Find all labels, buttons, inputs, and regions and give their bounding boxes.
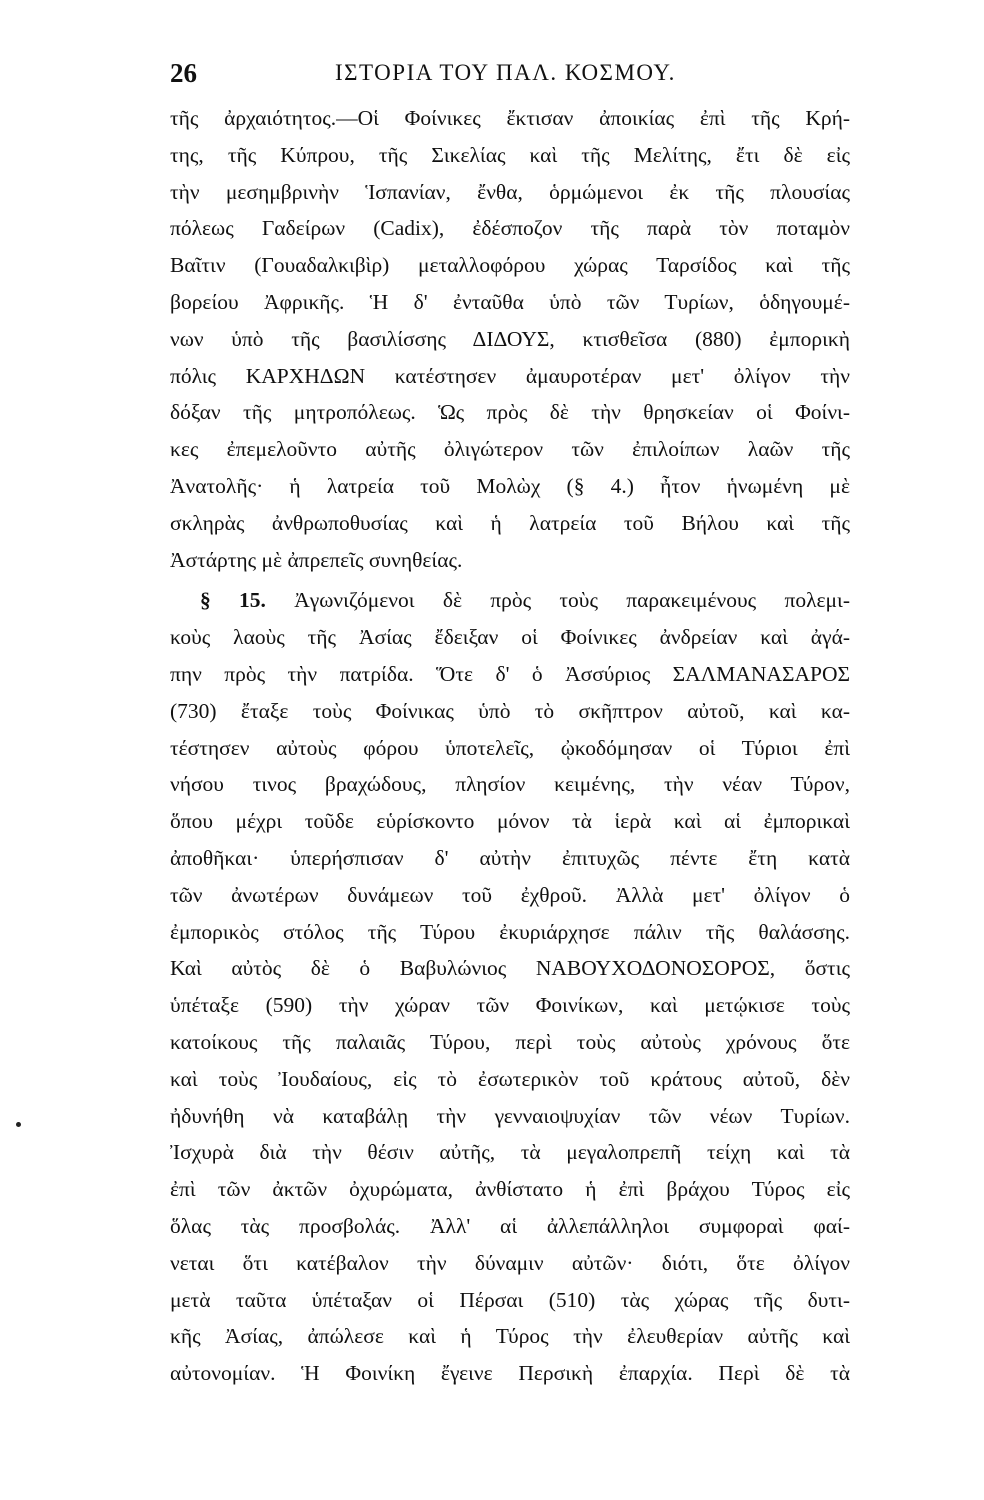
text-line: ὅλας τὰς προσβολάς. Ἀλλ' αἱ ἀλλεπάλληλοι συμφοραὶ φαί-	[170, 1213, 850, 1238]
text-line: πόλις ΚΑΡΧΗΔΩΝ κατέστησεν ἀμαυροτέραν μετ' ὀλίγον τὴν	[170, 363, 850, 388]
text-line: ἐμπορικὸς στόλος τῆς Τύρου ἐκυριάρχησε πάλιν τῆς θαλάσσης.	[170, 919, 850, 944]
text-line: ἐπὶ τῶν ἀκτῶν ὀχυρώματα, ἀνθίστατο ἡ ἐπὶ βράχου Τύρος εἰς	[170, 1177, 850, 1202]
text-line: τῶν ἀνωτέρων δυνάμεων τοῦ ἐχθροῦ. Ἀλλὰ μετ' ὀλίγον ὁ	[170, 882, 850, 907]
text-line: ὑπέταξε (590) τὴν χώραν τῶν Φοινίκων, καὶ μετῴκισε τοὺς	[170, 993, 850, 1018]
text-line: ἀποθῆκαι· ὑπερήσπισαν δ' αὐτὴν ἐπιτυχῶς πέντε ἔτη κατὰ	[170, 845, 850, 870]
text-line: Ἀστάρτης μὲ ἀπρεπεῖς συνηθείας.	[170, 547, 463, 572]
text-line: Ἀνατολῆς· ἡ λατρεία τοῦ Μολὼχ (§ 4.) ἦτον ἡνωμένη μὲ	[170, 473, 850, 498]
body-text	[170, 100, 850, 1392]
text-line: (730) ἔταξε τοὺς Φοίνικας ὑπὸ τὸ σκῆπτρον αὐτοῦ, καὶ κα-	[170, 698, 850, 723]
text-line: καὶ τοὺς Ἰουδαίους, εἰς τὸ ἐσωτερικὸν τοῦ κράτους αὐτοῦ, δὲν	[170, 1066, 850, 1091]
text-line: βορείου Ἀφρικῆς. Ἡ δ' ἐνταῦθα ὑπὸ τῶν Τυρίων, ὁδηγουμέ-	[170, 289, 850, 314]
text-line: Βαῖτιν (Γουαδαλκιβὶρ) μεταλλοφόρου χώρας Ταρσίδος καὶ τῆς	[170, 253, 850, 278]
page-number: 26	[170, 58, 197, 88]
text-line: κες ἐπεμελοῦντο αὐτῆς ὀλιγώτερον τῶν ἐπιλοίπων λαῶν τῆς	[170, 437, 850, 462]
text-line: δόξαν τῆς μητροπόλεως. Ὡς πρὸς δὲ τὴν θρησκείαν οἱ Φοίνι-	[170, 400, 850, 425]
text-line: ὅπου μέχρι τοῦδε εὑρίσκοντο μόνον τὰ ἱερὰ καὶ αἱ ἐμπορικαὶ	[170, 809, 850, 834]
text-line: Καὶ αὐτὸς δὲ ὁ Βαβυλώνιος ΝΑΒΟΥΧΟΔΟΝΟΣΟΡΟΣ, ὅστις	[170, 956, 850, 981]
text-line: της, τῆς Κύπρου, τῆς Σικελίας καὶ τῆς Μελίτης, ἔτι δὲ εἰς	[170, 142, 850, 167]
section-first-line	[170, 582, 850, 619]
running-head	[170, 58, 860, 90]
text-line: νων ὑπὸ τῆς βασιλίσσης ΔΙΔΟΥΣ, κτισθεῖσα (880) ἐμπορικὴ	[170, 326, 850, 351]
text-line: νήσου τινος βραχώδους, πλησίον κειμένης, τὴν νέαν Τύρον,	[170, 772, 850, 797]
margin-speck	[16, 1122, 21, 1127]
running-title: ΙΣΤΟΡΙΑ ΤΟΥ ΠΑΛ. ΚΟΣΜΟΥ.	[335, 60, 676, 85]
text-line: τὴν μεσημβρινὴν Ἱσπανίαν, ἔνθα, ὁρμώμενοι ἐκ τῆς πλουσίας	[170, 179, 850, 204]
text-line: αὐτονομίαν. Ἡ Φοινίκη ἔγεινε Περσικὴ ἐπαρχία. Περὶ δὲ τὰ	[170, 1361, 850, 1386]
text-line: νεται ὅτι κατέβαλον τὴν δύναμιν αὐτῶν· διότι, ὅτε ὀλίγον	[170, 1250, 850, 1275]
text-line: Ἰσχυρὰ διὰ τὴν θέσιν αὐτῆς, τὰ μεγαλοπρεπῆ τείχη καὶ τὰ	[170, 1140, 850, 1165]
text-line: ἠδυνήθη νὰ καταβάλῃ τὴν γενναιοψυχίαν τῶν νέων Τυρίων.	[170, 1103, 850, 1128]
text-line: κοὺς λαοὺς τῆς Ἀσίας ἔδειξαν οἱ Φοίνικες ἀνδρείαν καὶ ἀγά-	[170, 625, 850, 650]
text-line: σκληρὰς ἀνθρωποθυσίας καὶ ἡ λατρεία τοῦ Βήλου καὶ τῆς	[170, 510, 850, 535]
text-line: τέστησεν αὐτοὺς φόρου ὑποτελεῖς, ᾠκοδόμησαν οἱ Τύριοι ἐπὶ	[170, 735, 850, 760]
text-line: κῆς Ἀσίας, ἀπώλεσε καὶ ἡ Τύρος τὴν ἐλευθερίαν αὐτῆς καὶ	[170, 1324, 850, 1349]
section-first-line-text: Ἀγωνιζόμενοι δὲ πρὸς τοὺς παρακειμένους πολεμι-	[294, 588, 850, 613]
text-line: κατοίκους τῆς παλαιᾶς Τύρου, περὶ τοὺς αὐτοὺς χρόνους ὅτε	[170, 1029, 850, 1054]
text-line: τῆς ἀρχαιότητος.—Οἱ Φοίνικες ἔκτισαν ἀποικίας ἐπὶ τῆς Κρή-	[170, 106, 850, 130]
text-line: μετὰ ταῦτα ὑπέταξαν οἱ Πέρσαι (510) τὰς χώρας τῆς δυτι-	[170, 1287, 850, 1312]
section-number: § 15.	[200, 588, 266, 613]
text-line: πόλεως Γαδείρων (Cadix), ἐδέσποζον τῆς παρὰ τὸν ποταμὸν	[170, 216, 850, 241]
text-line: πην πρὸς τὴν πατρίδα. Ὅτε δ' ὁ Ἀσσύριος ΣΑΛΜΑΝΑΣΑΡΟΣ	[170, 661, 850, 686]
